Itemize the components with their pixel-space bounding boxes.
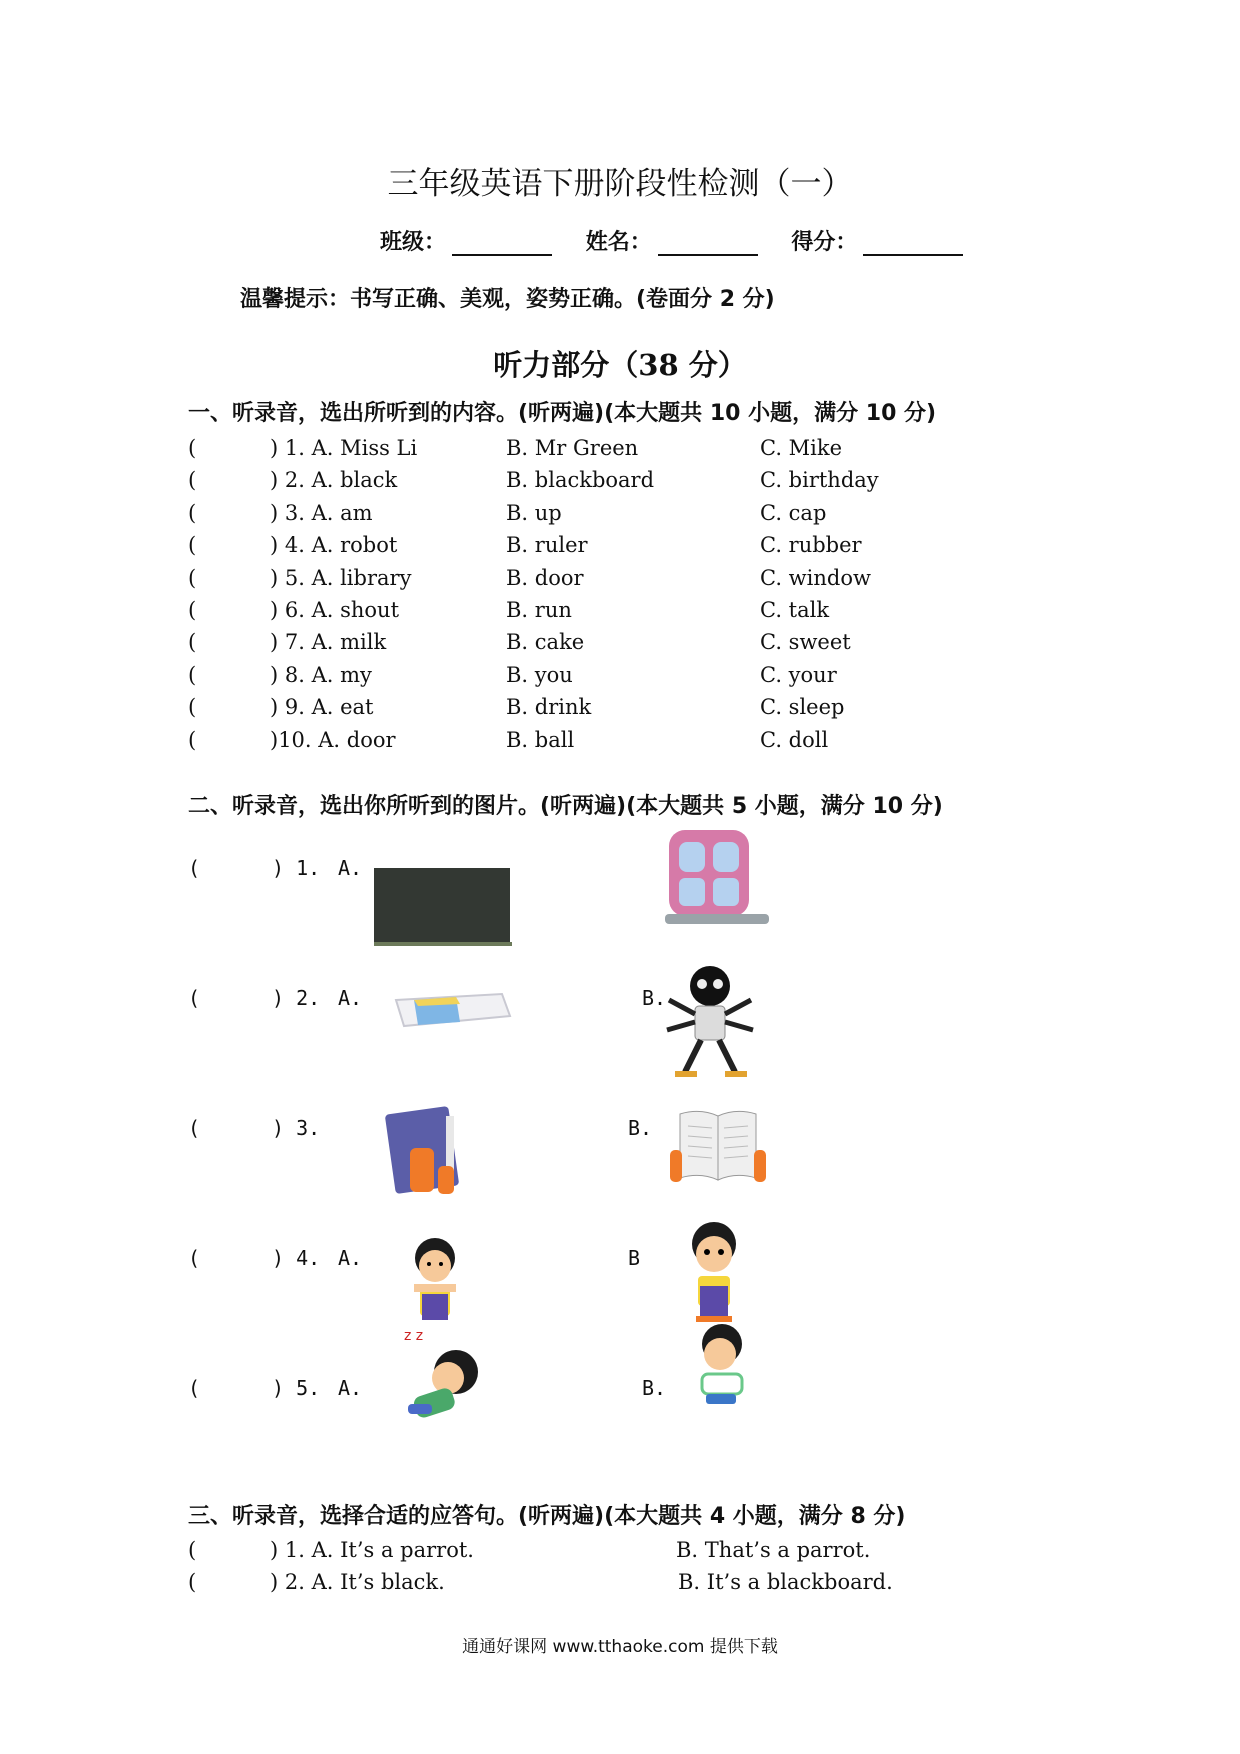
s2-question-3 [188,1116,1088,1236]
question-option-a: )10. A. door [270,727,396,752]
page-title: 三年级英语下册阶段性检测（一） [387,166,853,202]
question-text: ) 2. A. It’s black. [270,1570,445,1594]
option-c: C. your [760,662,837,687]
class-field[interactable] [452,232,552,256]
listening-title: 听力部分（38 分） [493,348,747,382]
option-b: B. That’s a parrot. [676,1538,871,1562]
open-book-image [670,1104,766,1190]
student-info [380,225,989,256]
option-a-label: A. [338,986,363,1010]
section1-heading: 一、听录音，选出所听到的内容。(听两遍)(本大题共 10 小题，满分 10 分) [188,401,937,426]
question-option-a: ) 3. A. am [270,500,373,525]
option-b: B. you [506,662,573,687]
window-image [665,828,773,928]
paren-open: ( [188,533,197,558]
question-option-a: ) 6. A. shout [270,598,400,622]
paren-open: ( [188,856,201,880]
option-a-label: A. [338,856,363,880]
footer-text: 通通好课网 www.tthaoke.com 提供下载 [462,1637,778,1657]
option-c: C. window [760,565,871,590]
question-number: ) 1. [272,856,321,880]
option-b: B. ball [506,727,575,752]
section2-heading: 二、听录音，选出你所听到的图片。(听两遍)(本大题共 5 小题，满分 10 分) [188,794,943,819]
boy-waking-image [686,1322,758,1408]
option-b-label: B. [628,1116,653,1140]
paren-open: ( [188,695,197,720]
paren-open: ( [188,1538,197,1562]
option-b: B. ruler [506,533,588,558]
option-c: C. talk [760,598,830,622]
score-label: 得分： [791,229,858,255]
s2-question-1 [188,856,1088,976]
option-b-label: B. [642,986,667,1010]
svg-text:z z: z z [404,1328,424,1344]
paren-open: ( [188,1246,201,1270]
blackboard-image [374,868,512,948]
paren-open: ( [188,500,197,525]
rubber-image [390,986,514,1036]
paren-open: ( [188,1116,201,1140]
tip-text: 温馨提示：书写正确、美观，姿势正确。(卷面分 2 分) [240,287,775,312]
paren-open: ( [188,598,197,622]
question-row [188,501,1088,531]
question-option-a: ) 8. A. my [270,662,372,687]
paren-open: ( [188,986,201,1010]
option-c: C. Mike [760,436,843,460]
option-b: B. It’s a blackboard. [678,1570,893,1594]
option-b: B. up [506,500,562,525]
option-c: C. rubber [760,533,862,558]
option-b: B. run [506,598,572,622]
paren-open: ( [188,436,197,460]
option-a-label: A. [338,1246,363,1270]
question-number: ) 4. [272,1246,321,1270]
question-row [188,436,1088,466]
option-c: C. doll [760,727,829,752]
s2-question-4 [188,1246,1088,1366]
question-row [188,533,1088,563]
score-field[interactable] [863,232,963,256]
question-number: ) 2. [272,986,321,1010]
s3-question-1 [188,1538,1088,1568]
boy-image [400,1236,470,1322]
question-row [188,663,1088,693]
sleeping-boy-image [404,1324,488,1418]
paren-open: ( [188,727,197,752]
paren-open: ( [188,565,197,590]
s2-question-5 [188,1376,1088,1496]
robot-image [655,964,765,1084]
paren-open: ( [188,1376,201,1400]
question-option-a: ) 9. A. eat [270,695,374,720]
paren-open: ( [188,630,197,655]
option-b-label: B. [642,1376,667,1400]
option-b: B. drink [506,695,592,720]
name-label: 姓名： [585,229,652,255]
closed-book-image [386,1106,470,1198]
option-a-label: A. [338,1376,363,1400]
question-option-a: ) 2. A. black [270,468,398,493]
question-option-a: ) 1. A. Miss Li [270,436,418,460]
option-c: C. birthday [760,468,879,493]
question-row [188,468,1088,498]
paren-open: ( [188,1570,197,1594]
option-b-label: B [628,1246,641,1270]
paren-open: ( [188,662,197,687]
option-c: C. sweet [760,630,851,655]
question-row [188,566,1088,596]
question-number: ) 5. [272,1376,321,1400]
option-b: B. door [506,565,584,590]
question-row [188,728,1088,758]
question-text: ) 1. A. It’s a parrot. [270,1538,474,1562]
question-row [188,695,1088,725]
section3-heading: 三、听录音，选择合适的应答句。(听两遍)(本大题共 4 小题，满分 8 分) [188,1504,906,1529]
question-option-a: ) 7. A. milk [270,630,387,655]
option-b: B. blackboard [506,468,655,493]
question-number: ) 3. [272,1116,321,1140]
class-label: 班级： [380,229,447,255]
question-row [188,598,1088,628]
question-option-a: ) 4. A. robot [270,533,398,558]
question-row [188,630,1088,660]
option-c: C. sleep [760,695,845,720]
s2-question-2 [188,986,1088,1106]
boy-image [676,1222,752,1328]
option-b: B. cake [506,630,585,655]
option-c: C. cap [760,500,827,525]
question-option-a: ) 5. A. library [270,565,412,590]
paren-open: ( [188,468,197,493]
option-b: B. Mr Green [506,436,639,460]
name-field[interactable] [658,232,758,256]
s3-question-2 [188,1570,1088,1600]
